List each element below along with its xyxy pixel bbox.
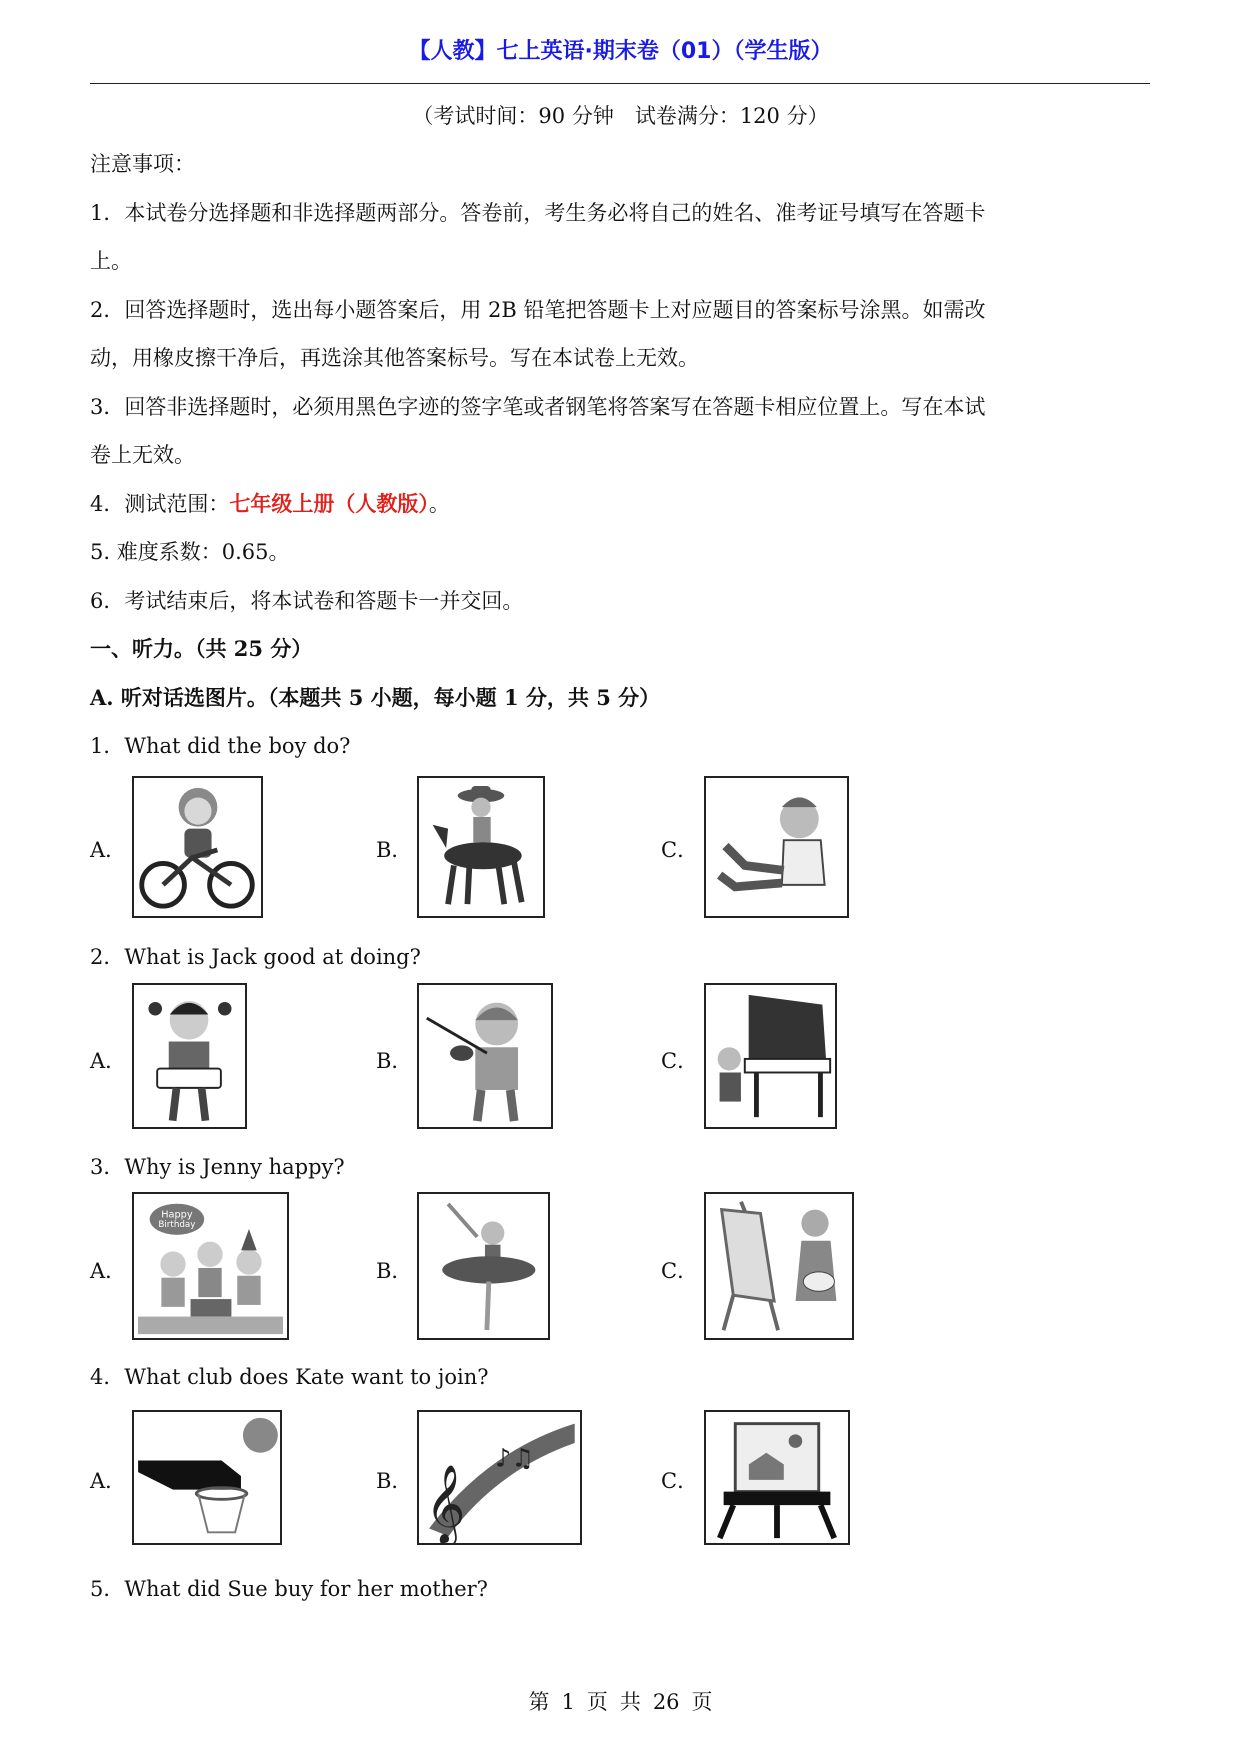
footer-word-ye: 页	[586, 1690, 608, 1714]
footer-page-number: 1	[561, 1690, 575, 1714]
note-item-1-line-2: 上。	[90, 249, 132, 273]
note-item-3-line-2: 卷上无效。	[90, 443, 195, 467]
footer-word-di: 第	[528, 1690, 550, 1714]
note-item-4-prefix: 4．测试范围：	[90, 492, 230, 516]
footer-total-pages: 26	[652, 1690, 680, 1714]
test-scope: 七年级上册（人教版）	[229, 491, 429, 516]
q4-option-a-label: A．	[90, 1469, 127, 1493]
q3-option-c-label: C．	[661, 1259, 699, 1283]
q4-picture-a[interactable]	[132, 1410, 282, 1545]
note-item-4-suffix: 。	[428, 492, 450, 516]
q3-picture-b[interactable]	[417, 1192, 550, 1340]
note-item-1-line-1: 1．本试卷分选择题和非选择题两部分。答卷前，考生务必将自己的姓名、准考证号填写在答题卡	[90, 201, 986, 225]
section-1-title: 一、听力。（共 25 分）	[90, 636, 313, 661]
q1-picture-b[interactable]	[417, 776, 545, 918]
q4-picture-c[interactable]	[704, 1410, 850, 1545]
q4-option-b-label: B．	[376, 1469, 413, 1493]
page-footer	[0, 1686, 1241, 1716]
q1-option-c-label: C．	[661, 838, 699, 862]
q4-option-c-label: C．	[661, 1469, 699, 1493]
header-rule	[90, 83, 1150, 84]
q1-option-a-label: A．	[90, 838, 127, 862]
q1-picture-c[interactable]	[704, 776, 849, 918]
treble-clef-icon: 𝄞	[425, 1464, 466, 1543]
question-2-text: 2．What is Jack good at doing?	[90, 945, 421, 969]
note-item-2-line-1: 2．回答选择题时，选出每小题答案后，用 2B 铅笔把答题卡上对应题目的答案标号涂黑。如需改	[90, 298, 986, 322]
q3-option-b-label: B．	[376, 1259, 413, 1283]
q2-picture-b[interactable]	[417, 983, 553, 1129]
bubble-text-birthday: Birthday	[158, 1220, 196, 1231]
question-1-text: 1．What did the boy do?	[90, 734, 351, 758]
q4-picture-b[interactable]	[417, 1410, 582, 1545]
q3-option-a-label: A．	[90, 1259, 127, 1283]
note-item-2-line-2: 动，用橡皮擦干净后，再选涂其他答案标号。写在本试卷上无效。	[90, 346, 699, 370]
note-item-5: 5. 难度系数：0.65。	[90, 540, 290, 564]
question-4-text: 4．What club does Kate want to join?	[90, 1365, 489, 1389]
q2-picture-c[interactable]	[704, 983, 837, 1129]
q3-picture-c[interactable]	[704, 1192, 854, 1340]
page-header-title: 【人教】七上英语·期末卷（01）（学生版）	[408, 39, 833, 64]
q2-option-b-label: B．	[376, 1049, 413, 1073]
note-item-3-line-1: 3．回答非选择题时，必须用黑色字迹的签字笔或者钢笔将答案写在答题卡相应位置上。写在本试	[90, 395, 986, 419]
q1-option-b-label: B．	[376, 838, 413, 862]
note-item-6: 6．考试结束后，将本试卷和答题卡一并交回。	[90, 589, 524, 613]
footer-word-ye-2: 页	[691, 1690, 713, 1714]
part-a-title: A. 听对话选图片。（本题共 5 小题，每小题 1 分，共 5 分）	[90, 685, 661, 710]
question-3-text: 3．Why is Jenny happy?	[90, 1155, 345, 1179]
q2-picture-a[interactable]	[132, 983, 247, 1129]
bubble-text-happy: Happy	[161, 1209, 193, 1221]
q3-picture-a[interactable]	[132, 1192, 289, 1340]
q2-option-a-label: A．	[90, 1049, 127, 1073]
q2-option-c-label: C．	[661, 1049, 699, 1073]
note-item-4	[90, 488, 450, 518]
question-5-text: 5．What did Sue buy for her mother?	[90, 1577, 488, 1601]
q1-picture-a[interactable]	[132, 776, 263, 918]
exam-info: （考试时间：90 分钟 试卷满分：120 分）	[412, 104, 829, 128]
notes-heading: 注意事项：	[90, 152, 195, 176]
music-note-icon: ♪♫	[495, 1443, 534, 1473]
footer-word-gong: 共	[619, 1690, 641, 1714]
